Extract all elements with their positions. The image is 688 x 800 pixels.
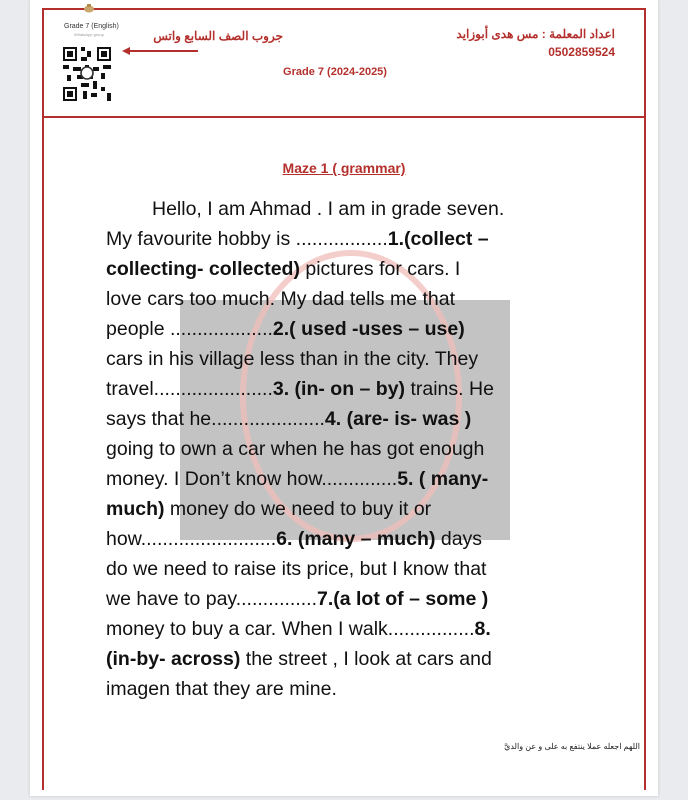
passage-line: [106, 404, 596, 434]
line-text: imagen that they are mine.: [106, 678, 337, 700]
frame-border-top: [42, 8, 646, 10]
passage-line: [106, 314, 596, 344]
passage-line: [106, 674, 596, 704]
frame-border-right: [644, 8, 646, 790]
line-text: pictures for cars. I: [299, 258, 461, 280]
passage-line: [106, 614, 596, 644]
passage-line: [106, 284, 596, 314]
line-choice: collecting- collected): [106, 258, 300, 280]
line-text: love cars too much. My dad tells me that: [106, 288, 455, 310]
line-text: we have to pay...............: [106, 588, 317, 610]
line-text: Hello, I am Ahmad . I am in grade seven.: [152, 198, 505, 220]
qr-sublabel: WhatsApp group: [74, 32, 104, 37]
line-choice: 8.: [474, 618, 491, 640]
group-label: جروب الصف السابع واتس: [153, 29, 283, 43]
passage-line: [106, 644, 596, 674]
passage: [106, 194, 596, 704]
passage-line: [106, 194, 596, 224]
line-choice: 5. ( many-: [397, 468, 489, 490]
line-text: trains. He: [405, 378, 494, 400]
arrow-left-icon: [122, 46, 198, 56]
passage-line: [106, 494, 596, 524]
header-divider: [42, 116, 646, 118]
line-text: the street , I look at cars and: [240, 648, 492, 670]
passage-line: [106, 554, 596, 584]
worksheet-page: [30, 0, 658, 796]
frame-border-left: [42, 8, 44, 790]
passage-line: [106, 224, 596, 254]
line-text: going to own a car when he has got enough: [106, 438, 485, 460]
phone-number: 0502859524: [548, 45, 615, 59]
line-choice: 6. (many – much): [276, 528, 436, 550]
passage-line: [106, 464, 596, 494]
line-choice: 4. (are- is- was ): [324, 408, 472, 430]
passage-line: [106, 344, 596, 374]
line-choice: 1.(collect –: [387, 228, 489, 250]
qr-label: Grade 7 (English): [64, 23, 119, 30]
passage-line: [106, 434, 596, 464]
footer-prayer: اللهم اجعله عملا ينتفع به على و عن والديَّ: [504, 742, 640, 751]
line-text: money do we need to buy it or: [164, 498, 432, 520]
passage-line: [106, 584, 596, 614]
passage-line: [106, 374, 596, 404]
line-text: days: [435, 528, 483, 550]
line-text: money. I Don’t know how..............: [106, 468, 398, 490]
line-text: how.........................: [106, 528, 277, 550]
line-text: says that he.....................: [106, 408, 325, 430]
passage-line: [106, 524, 596, 554]
line-choice: much): [106, 498, 165, 520]
worksheet-title-text: Maze 1 ( grammar): [282, 160, 406, 176]
passage-line: [106, 254, 596, 284]
school-logo-icon: [83, 3, 95, 13]
line-text: money to buy a car. When I walk................: [106, 618, 475, 640]
line-text: people ...................: [106, 318, 273, 340]
line-choice: 2.( used -uses – use): [272, 318, 465, 340]
teacher-label: اعداد المعلمة : مس هدى أبوزايد: [456, 27, 615, 41]
line-text: do we need to raise its price, but I know that: [106, 558, 487, 580]
line-text: My favourite hobby is .................: [106, 228, 388, 250]
worksheet-title: [30, 160, 658, 176]
line-choice: 7.(a lot of – some ): [317, 588, 489, 610]
line-choice: 3. (in- on – by): [272, 378, 406, 400]
qr-code-icon[interactable]: [61, 45, 113, 103]
line-text: cars in his village less than in the city. They: [106, 348, 479, 370]
line-text: travel......................: [106, 378, 273, 400]
line-choice: (in-by- across): [106, 648, 241, 670]
grade-label: Grade 7 (2024-2025): [283, 66, 387, 78]
